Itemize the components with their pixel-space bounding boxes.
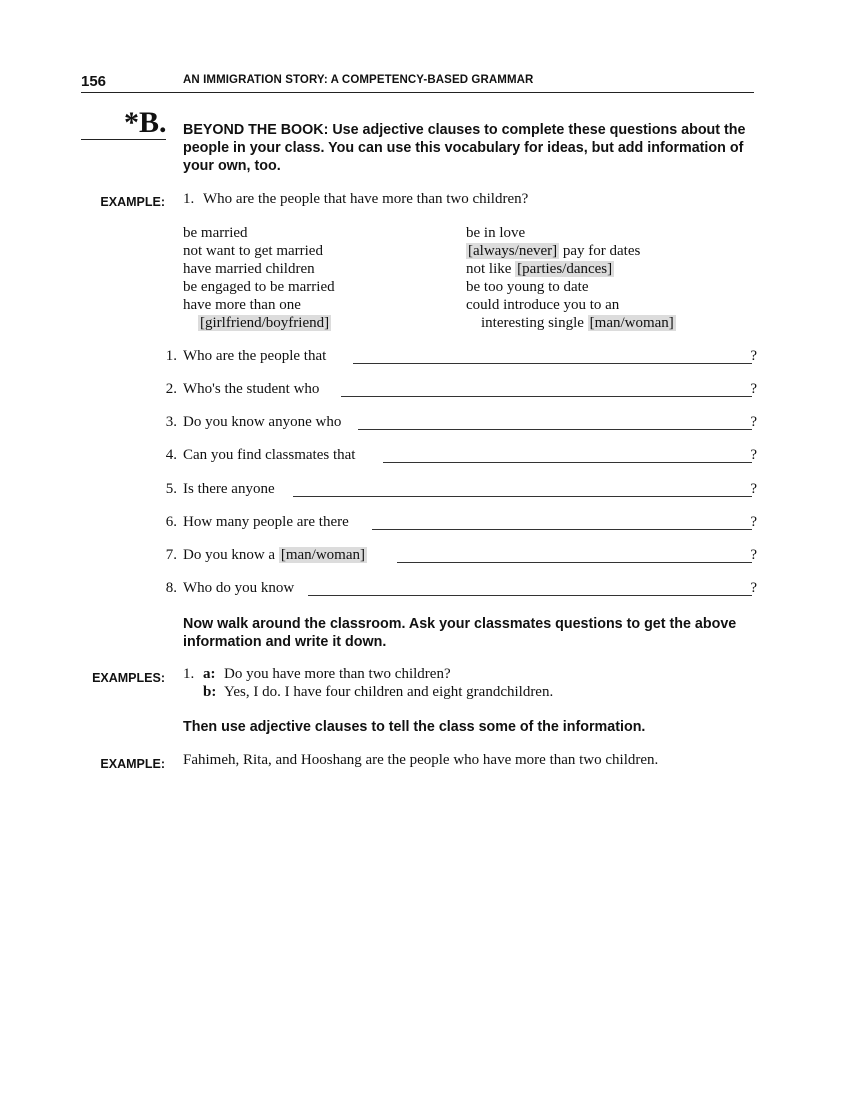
example-label: EXAMPLE: [100, 195, 165, 209]
running-head: AN IMMIGRATION STORY: A COMPETENCY-BASED GRAMMAR [183, 74, 534, 86]
answer-blank[interactable] [341, 396, 752, 397]
activity-instructions: Now walk around the classroom. Ask your classmates questions to get the above information and write it down. [183, 616, 737, 650]
question-text: Who do you know [183, 580, 295, 596]
question-text [183, 547, 367, 564]
question-row [150, 381, 760, 401]
question-row [150, 447, 760, 467]
page-number: 156 [81, 73, 107, 90]
question-mark: ? [750, 348, 757, 364]
vocab-item [466, 260, 676, 278]
speaker-a-label: a: [203, 666, 216, 682]
section-instructions: BEYOND THE BOOK: Use adjective clauses to complete these questions about the people in your class. You can use this vocabulary for ideas, but add information of your own, too. [183, 122, 746, 174]
question-mark: ? [750, 547, 757, 563]
question-number: 4. [165, 447, 177, 463]
section-underline [81, 139, 166, 140]
question-row [150, 481, 760, 501]
vocab-text: interesting single [481, 315, 588, 331]
question-row [150, 348, 760, 368]
answer-blank[interactable] [397, 562, 752, 563]
vocab-item: have more than one [183, 297, 301, 313]
vocab-item: be in love [466, 225, 526, 241]
highlighted-option: [man/woman] [589, 315, 674, 331]
highlighted-option: [girlfriend/boyfriend] [200, 315, 330, 331]
answer-blank[interactable] [308, 595, 752, 596]
question-row [150, 580, 760, 600]
question-mark: ? [750, 580, 757, 596]
example-text: Who are the people that have more than two children? [203, 191, 529, 207]
vocab-item [466, 242, 676, 260]
highlighted-option: [parties/dances] [517, 261, 613, 277]
speaker-b-label: b: [203, 684, 217, 700]
question-number: 7. [165, 547, 177, 563]
question-mark: ? [750, 414, 757, 430]
question-text: Do you know anyone who [183, 414, 342, 430]
question-number: 2. [165, 381, 177, 397]
followup-instructions: Then use adjective clauses to tell the class some of the information. [183, 719, 646, 735]
question-number: 6. [165, 514, 177, 530]
vocab-item: could introduce you to an [466, 297, 620, 313]
vocabulary-left-column [183, 224, 335, 332]
question-mark: ? [750, 481, 757, 497]
examples-label: EXAMPLES: [92, 671, 165, 685]
question-mark: ? [750, 514, 757, 530]
question-row [150, 514, 760, 534]
vocab-item: have married children [183, 261, 315, 277]
answer-blank[interactable] [372, 529, 752, 530]
highlighted-option: [always/never] [468, 243, 558, 259]
section-marker: *B. [124, 106, 167, 139]
question-text: Is there anyone [183, 481, 275, 497]
vocab-item: not want to get married [183, 243, 323, 259]
header-rule [81, 92, 754, 93]
question-number: 1. [165, 348, 177, 364]
question-number: 5. [165, 481, 177, 497]
question-text: Can you find classmates that [183, 447, 356, 463]
dialog-number: 1. [183, 666, 195, 682]
highlighted-option: [man/woman] [280, 547, 365, 563]
vocab-item [183, 314, 335, 332]
question-number: 3. [165, 414, 177, 430]
speaker-a-text: Do you have more than two children? [224, 666, 451, 682]
question-mark: ? [750, 381, 757, 397]
vocab-text: not like [466, 261, 516, 277]
question-text: Who are the people that [183, 348, 327, 364]
question-text: Who's the student who [183, 381, 320, 397]
question-number: 8. [165, 580, 177, 596]
vocab-item: be married [183, 225, 248, 241]
question-mark: ? [750, 447, 757, 463]
question-row [150, 547, 760, 567]
vocab-item: be too young to date [466, 279, 589, 295]
vocab-item [466, 314, 676, 332]
answer-blank[interactable] [293, 496, 752, 497]
question-text-part: Do you know a [183, 547, 279, 563]
question-row [150, 414, 760, 434]
vocab-text: pay for dates [559, 243, 641, 259]
example-label: EXAMPLE: [100, 757, 165, 771]
question-text: How many people are there [183, 514, 349, 530]
final-example-text: Fahimeh, Rita, and Hooshang are the people who have more than two children. [183, 752, 659, 768]
example-number: 1. [183, 191, 195, 207]
vocabulary-right-column [466, 224, 676, 332]
answer-blank[interactable] [358, 429, 752, 430]
answer-blank[interactable] [353, 363, 752, 364]
answer-blank[interactable] [383, 462, 752, 463]
vocab-item: be engaged to be married [183, 279, 335, 295]
speaker-b-text: Yes, I do. I have four children and eight grandchildren. [224, 684, 554, 700]
